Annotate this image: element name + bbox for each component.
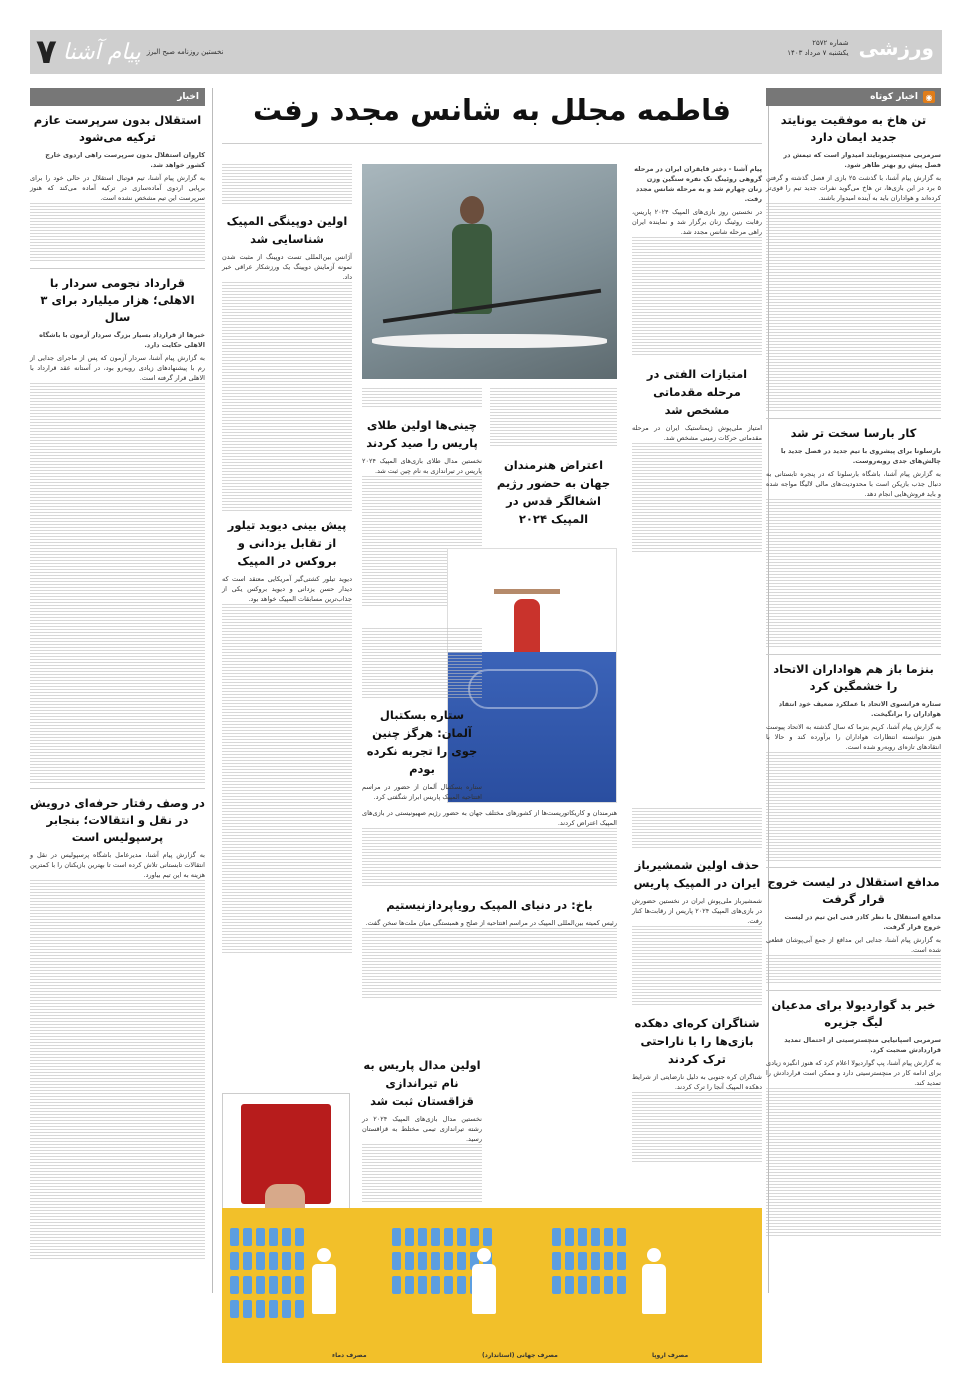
- artists-protest-story: [490, 388, 617, 532]
- issue-info: [787, 38, 848, 58]
- water-bottle-icon: [230, 1300, 239, 1318]
- issue-number: شماره ۲۵۷۲: [812, 39, 849, 47]
- water-bottle-icon: [457, 1252, 466, 1270]
- water-bottle-icon: [617, 1276, 626, 1294]
- news-body: به گزارش پیام آشنا، سردار آزمون که پس از ماجرای جدایی از رم با پیشنهادهای زیادی روبه‌رو بود، در آستانه عقد قرارداد با الاهلی قرار گرفته است.: [30, 354, 205, 382]
- news-headline: کار بارسا سخت تر شد: [790, 426, 917, 440]
- water-bottle-icon: [604, 1252, 613, 1270]
- label-europe-consumption: مصرف اروپا: [652, 1352, 689, 1359]
- person-icon: [472, 1248, 496, 1318]
- water-bottle-icon: [392, 1252, 401, 1270]
- news-body: به گزارش پیام آشنا، جدایی این مدافع از جمع آبی‌پوشان قطعی شده است.: [766, 936, 941, 954]
- short-news-title: اخبار کوتاه: [870, 92, 918, 102]
- water-bottle-icon: [269, 1300, 278, 1318]
- person-icon: [642, 1248, 666, 1318]
- page-number: ۷: [36, 32, 57, 72]
- story-body: امتیاز ملی‌پوش ژیمناستیک ایران در مرحله مقدماتی حرکات زمینی مشخص شد.: [632, 424, 762, 442]
- story-body: نخستین مدال بازی‌های المپیک ۲۰۲۴ در رشته تیراندازی تیمی مختلط به قزاقستان رسید.: [362, 1115, 482, 1143]
- divider: [766, 654, 941, 655]
- news-headline: در وصف رفتار حرفه‌ای درویش در نقل و انتقالات؛ بنجابر پرسپولیس است: [30, 796, 205, 844]
- news-lede: کاروان استقلال بدون سرپرست راهی اردوی خارج کشور خواهد شد.: [45, 151, 205, 169]
- water-bottle-icon: [243, 1276, 252, 1294]
- person-icon: [312, 1248, 336, 1318]
- text-filler: [766, 752, 941, 862]
- news-header: [30, 88, 205, 106]
- news-headline: قرارداد نجومی سردار با الاهلی؛ هزار میلیارد برای ۳ سال: [40, 276, 195, 324]
- story-body: شمشیرباز ملی‌پوش ایران در نخستین حضورش در بازی‌های المپیک ۲۰۲۴ پاریس از رقابت‌ها کنار رفت.: [632, 897, 762, 925]
- text-filler: [30, 203, 205, 263]
- rss-icon: ◉: [923, 91, 935, 103]
- basketball-story: [362, 628, 482, 802]
- news-item: [766, 661, 941, 862]
- story-body: ستاره بسکتبال آلمان از حضور در مراسم افتتاحیه المپیک پاریس ابراز شگفتی کرد.: [362, 783, 482, 801]
- story-body: آژانس بین‌المللی تست دوپینگ از مثبت شدن نمونه آزمایش دوپینگ یک ورزشکار عراقی خبر داد.: [222, 253, 352, 281]
- water-bottle-icon: [418, 1252, 427, 1270]
- text-filler: [362, 1144, 482, 1204]
- subheadline-bach: باخ: در دنیای المپیک رویاپردازنیستیم: [386, 898, 593, 912]
- water-bottle-icon: [431, 1228, 440, 1246]
- story-body: هنرمندان و کاریکاتوریست‌ها از کشورهای مختلف جهان به حضور رژیم صهیونیستی در بازی‌های المپیک اعتراض کردند.: [362, 809, 617, 827]
- water-bottle-icon: [565, 1252, 574, 1270]
- news-item: [766, 425, 941, 649]
- water-bottle-icon: [405, 1252, 414, 1270]
- water-bottle-icon: [552, 1276, 561, 1294]
- short-news-column: [766, 88, 941, 1240]
- news-lede: ستاره فرانسوی الاتحاد با عملکرد ضعیف خود انتقاد هواداران را برانگیخت.: [778, 700, 941, 718]
- water-bottle-icon: [282, 1252, 291, 1270]
- water-bottle-icon: [444, 1276, 453, 1294]
- section-title: ورزشی: [858, 36, 934, 60]
- water-bottle-icon: [230, 1252, 239, 1270]
- text-filler: [632, 808, 762, 848]
- water-consumption-infographic: [222, 1208, 762, 1363]
- water-bottle-icon: [552, 1228, 561, 1246]
- doping-story: [222, 164, 352, 514]
- water-bottle-icon: [457, 1276, 466, 1294]
- text-filler: [632, 1092, 762, 1162]
- water-bottle-icon: [578, 1252, 587, 1270]
- water-bottle-icon: [243, 1252, 252, 1270]
- water-bottle-icon: [565, 1276, 574, 1294]
- water-bottle-icon: [483, 1228, 492, 1246]
- water-bottle-icon: [591, 1276, 600, 1294]
- water-bottle-icon: [444, 1252, 453, 1270]
- water-bottle-icon: [243, 1300, 252, 1318]
- water-bottle-icon: [591, 1228, 600, 1246]
- text-filler: [766, 955, 941, 985]
- news-column: [30, 88, 205, 1262]
- news-item: [30, 795, 205, 1260]
- text-filler: [222, 164, 352, 204]
- text-filler: [222, 604, 352, 954]
- subheadline-taylor: پیش بینی دیوید تیلور از تقابل یزدانی و بروکس در المپیک: [227, 518, 347, 568]
- lead-story: [632, 164, 762, 555]
- news-headline: تن هاخ به موفقیت یونایتد جدید ایمان دارد: [780, 113, 927, 144]
- text-filler: [362, 628, 482, 698]
- water-bottle-icon: [444, 1228, 453, 1246]
- subheadline-fencing: حذف اولین شمشیرباز ایران در المپیک پاریس: [633, 858, 761, 890]
- text-filler: [362, 828, 617, 888]
- water-bottle-icon: [470, 1228, 479, 1246]
- main-article-area: [222, 88, 762, 1203]
- publication-tagline: نخستین روزنامه صبح البرز: [146, 48, 224, 56]
- subheadline-basketball: ستاره بسکتبال آلمان: هرگز چنین جوی را تجربه نکرده بودم: [366, 708, 478, 776]
- water-bottle-icon: [256, 1300, 265, 1318]
- news-body: به گزارش پیام آشنا، پپ گواردیولا اعلام کرد که هنوز انگیزه زیادی برای ادامه کار در منچسترسیتی دارد و ممکن است قراردادش را تمدید کند.: [766, 1059, 941, 1087]
- text-filler: [30, 880, 205, 1260]
- column-divider-left: [212, 88, 213, 1293]
- water-bottle-icon: [431, 1252, 440, 1270]
- news-lede: سرمربی اسپانیایی منچسترسیتی از احتمال تمدید قراردادش صحبت کرد.: [784, 1036, 941, 1054]
- news-body: به گزارش پیام آشنا، با گذشت ۲۵ بازی از فصل گذشته و گرفتن ۵ برد در این بازی‌ها، تن هاخ می‌گوید نفرات جدید تیم را قوی‌تر کرده‌اند و هواداران باید به آینده امیدوار باشند.: [766, 174, 941, 202]
- water-bottle-icon: [256, 1228, 265, 1246]
- text-filler: [766, 203, 941, 413]
- text-filler: [222, 282, 352, 512]
- taylor-story: [222, 508, 352, 956]
- water-bottle-icon: [565, 1228, 574, 1246]
- oar: [383, 289, 601, 324]
- water-bottle-icon: [591, 1252, 600, 1270]
- label-local-consumption: مصرف دماء: [332, 1352, 367, 1359]
- athlete-head: [460, 196, 484, 224]
- news-item: [766, 112, 941, 413]
- water-bottle-icon: [405, 1228, 414, 1246]
- story-body: شناگران کره جنوبی به دلیل نارضایتی از شرایط دهکده المپیک آنجا را ترک کردند.: [632, 1073, 762, 1091]
- water-bottle-icon: [604, 1228, 613, 1246]
- water-bottle-icon: [392, 1276, 401, 1294]
- subheadline-alfati: امتیازات الفتی در مرحله مقدماتی مشخص شد: [646, 367, 748, 417]
- text-filler: [632, 443, 762, 553]
- water-bottle-icon: [295, 1300, 304, 1318]
- water-bottle-icon: [295, 1252, 304, 1270]
- subheadline-korea: شناگران کره‌ای دهکده بازی‌ها را با ناراحتی ترک کردند: [634, 1016, 760, 1066]
- story-body: رئیس کمیته بین‌المللی المپیک در مراسم افتتاحیه از صلح و همبستگی میان ملت‌ها سخن گفت.: [365, 919, 617, 927]
- water-bottle-icon: [578, 1228, 587, 1246]
- water-bottle-icon: [418, 1228, 427, 1246]
- text-filler: [632, 237, 762, 357]
- news-lede: خبرها از قرارداد بسیار بزرگ سردار آزمون با باشگاه الاهلی حکایت دارد.: [39, 331, 205, 349]
- lead-lede: پیام آشنا - دختر قایقران ایران در مرحله گروهی روئینگ تک نفره سنگین وزن زنان چهارم شد و به مرحله شانس مجدد رفت.: [634, 165, 762, 203]
- water-bottle-icon: [418, 1276, 427, 1294]
- water-bottle-icon: [282, 1276, 291, 1294]
- water-bottle-icon: [243, 1228, 252, 1246]
- news-column-title: اخبار: [177, 92, 199, 102]
- text-filler: [766, 499, 941, 649]
- subheadline-china: چینی‌ها اولین طلای پاریس را صید کردند: [366, 418, 478, 450]
- kazakhstan-story: [362, 1048, 482, 1206]
- water-bottle-icon: [392, 1228, 401, 1246]
- masthead: [30, 30, 942, 74]
- main-headline: فاطمه مجلل به شانس مجدد رفت: [222, 88, 762, 144]
- story-body: دیوید تیلور کشتی‌گیر آمریکایی معتقد است که دیدار حسن یزدانی و دیوید بروکس یکی از جذاب‌ترین مسابقات المپیک خواهد بود.: [222, 575, 352, 603]
- news-headline: مدافع استقلال در لیست خروج قرار گرفت: [767, 875, 940, 906]
- news-lede: بارسلونا برای پیشروی با تیم جدید در فصل جدید با چالش‌های جدی روبه‌روست.: [780, 447, 941, 465]
- rowing-photo: [362, 164, 617, 379]
- news-body: به گزارش پیام آشنا، کریم بنزما که سال گذشته به الاتحاد پیوست هنوز نتوانسته انتظارات هواداران را برآورده کند و حالا با انتقادهای تازه‌ای روبه‌رو شده است.: [766, 723, 941, 751]
- newspaper-logo: پیام آشنا: [62, 39, 141, 65]
- divider: [766, 867, 941, 868]
- water-bottle-icon: [552, 1252, 561, 1270]
- fencing-story: [632, 808, 762, 1164]
- protest-body: [362, 808, 617, 1000]
- text-filler: [30, 383, 205, 783]
- water-bottle-icon: [282, 1300, 291, 1318]
- text-filler: [362, 388, 482, 408]
- news-item: [766, 874, 941, 985]
- olympic-rings-icon: [468, 669, 598, 709]
- water-bottle-icon: [256, 1276, 265, 1294]
- text-filler: [632, 926, 762, 1006]
- news-headline: خبر بد گواردیولا برای مدعیان لیگ جزیره: [771, 998, 936, 1029]
- subheadline-kazakhstan: اولین مدال پاریس به نام تیراندازی قزاقستان ثبت شد: [363, 1058, 481, 1108]
- label-global-consumption: مصرف جهانی (استاندارد): [482, 1352, 558, 1359]
- water-bottle-icon: [405, 1276, 414, 1294]
- water-bottle-icon: [617, 1252, 626, 1270]
- divider: [766, 418, 941, 419]
- rowing-boat: [372, 334, 607, 348]
- news-item: [766, 997, 941, 1238]
- water-bottle-icon: [604, 1276, 613, 1294]
- water-bottle-icon: [256, 1252, 265, 1270]
- water-bottle-icon: [269, 1276, 278, 1294]
- news-body: به گزارش پیام آشنا، مدیرعامل باشگاه پرسپولیس در نقل و انتقالات تابستانی تلاش کرده است تا بهترین بازیکنان را با کمترین هزینه به این تیم بیاورد.: [30, 851, 205, 879]
- short-news-header: [766, 88, 941, 106]
- water-bottle-icon: [431, 1276, 440, 1294]
- news-item: [30, 112, 205, 263]
- water-bottle-icon: [457, 1228, 466, 1246]
- issue-date: یکشنبه ۷ مرداد ۱۴۰۳: [787, 49, 849, 57]
- news-lede: سرمربی منچستریونایتد امیدوار است که تیمش در فصل پیش رو بهتر ظاهر شود.: [783, 151, 941, 169]
- news-headline: بنزما باز هم هواداران الاتحاد را خشمگین کرد: [773, 662, 934, 693]
- text-filler: [362, 928, 617, 998]
- news-body: به گزارش پیام آشنا، باشگاه بارسلونا که در پنجره تابستانی به دنبال جذب بازیکن است با محدودیت‌های مالی لالیگا مواجه شده و باید فروش‌هایی انجام دهد.: [766, 470, 941, 498]
- water-bottle-icon: [282, 1228, 291, 1246]
- lead-body: در نخستین روز بازی‌های المپیک ۲۰۲۴ پاریس، رقابت روئینگ زنان برگزار شد و نماینده ایران راهی مرحله شانس مجدد شد.: [632, 208, 762, 236]
- water-bottle-icon: [295, 1276, 304, 1294]
- water-bottle-icon: [269, 1228, 278, 1246]
- water-bottle-icon: [617, 1228, 626, 1246]
- story-body: نخستین مدال طلای بازی‌های المپیک ۲۰۲۴ پاریس در تیراندازی به نام چین ثبت شد.: [362, 457, 482, 475]
- water-bottle-icon: [230, 1228, 239, 1246]
- subheadline-protest: اعتراض هنرمندان جهان به حضور رژیم اشغالگر قدس در المپیک ۲۰۲۴: [496, 458, 611, 526]
- news-headline: استقلال بدون سرپرست عازم ترکیه می‌شود: [33, 113, 202, 144]
- divider: [30, 788, 205, 789]
- masthead-section-block: [787, 36, 934, 60]
- masthead-brand: [36, 34, 223, 70]
- water-bottle-icon: [295, 1228, 304, 1246]
- divider: [30, 268, 205, 269]
- subheadline-doping: اولین دوپینگی المپیک شناسایی شد: [226, 214, 348, 246]
- water-bottle-icon: [230, 1276, 239, 1294]
- news-item: [30, 275, 205, 783]
- athlete-arms: [494, 589, 560, 594]
- text-filler: [490, 388, 617, 448]
- water-bottle-icon: [269, 1252, 278, 1270]
- water-bottle-icon: [578, 1276, 587, 1294]
- divider: [766, 990, 941, 991]
- news-lede: مدافع استقلال با نظر کادر فنی این تیم در لیست خروج قرار گرفت.: [784, 913, 941, 931]
- text-filler: [766, 1088, 941, 1238]
- athlete-figure: [452, 224, 492, 314]
- news-body: به گزارش پیام آشنا، تیم فوتبال استقلال در حالی خود را برای برپایی اردوی آماده‌سازی در ترکیه آماده می‌کند که هنوز سرپرست این تیم مشخص نشده است.: [30, 174, 205, 202]
